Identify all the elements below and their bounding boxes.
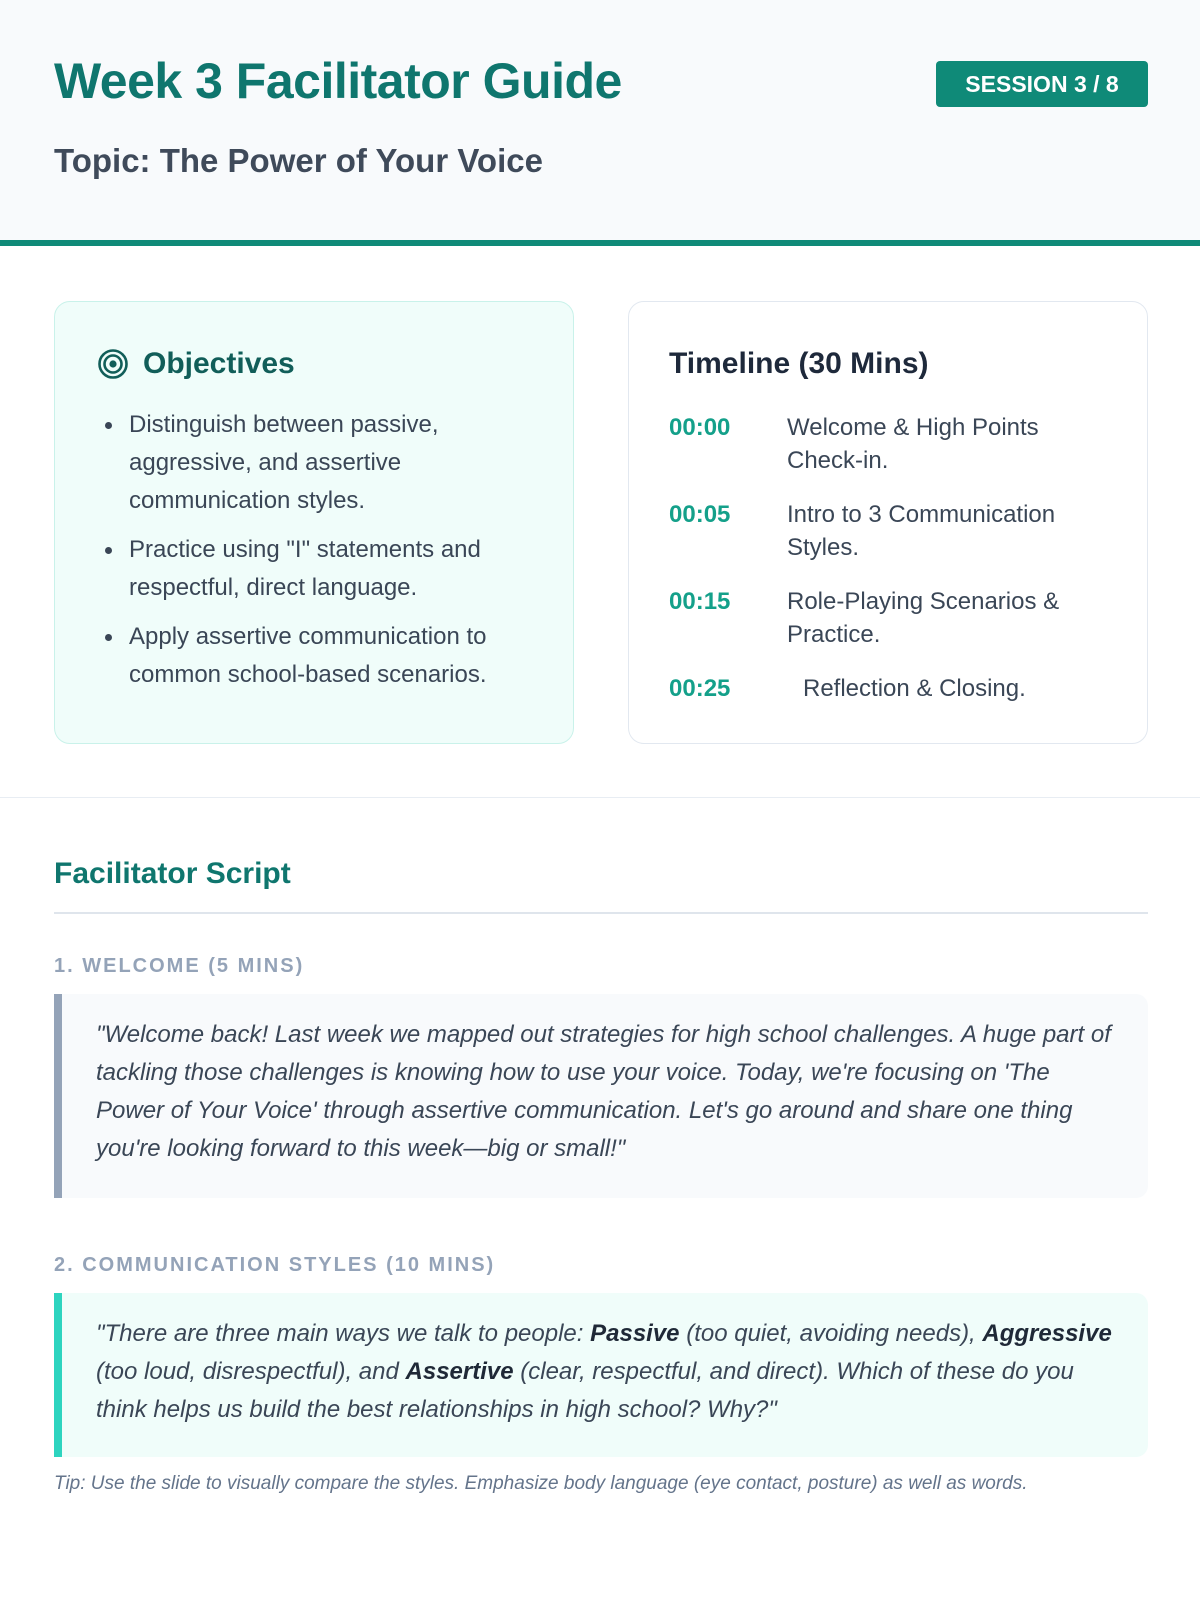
script-title: Facilitator Script <box>54 857 291 890</box>
timeline-time: 00:25 <box>669 675 731 702</box>
facilitator-tip: Tip: Use the slide to visually compare the styles. Emphasize body language (eye contact, posture) as well as words. <box>54 1473 1028 1494</box>
target-icon <box>97 348 129 380</box>
session-badge: SESSION 3 / 8 <box>936 61 1148 107</box>
page-header <box>0 0 1200 246</box>
term-aggressive: Aggressive <box>982 1320 1112 1347</box>
quote-text: "There are three main ways we talk to people: <box>96 1320 591 1347</box>
timeline-text: Welcome & High Points Check-in. <box>787 414 1039 474</box>
timeline-text: Reflection & Closing. <box>803 675 1026 702</box>
timeline-time: 00:00 <box>669 414 731 441</box>
styles-quote <box>54 1293 1148 1457</box>
welcome-quote: "Welcome back! Last week we mapped out strategies for high school challenges. A huge part of tackling those challenges is knowing how to use your voice. Today, we're focusing on 'The Power of Your Voice' through assertive communication. Let's go around and share one thing you're looking forward to this week—big or small!" <box>54 994 1148 1198</box>
timeline-card <box>628 301 1148 744</box>
section-label-welcome: 1. WELCOME (5 MINS) <box>54 955 305 977</box>
page-title: Week 3 Facilitator Guide <box>54 53 622 109</box>
objectives-list <box>129 406 549 705</box>
objective-item: Distinguish between passive, aggressive, and assertive communication styles. <box>129 406 549 520</box>
objectives-header <box>97 347 295 381</box>
timeline-row <box>669 411 1109 477</box>
objective-item: Apply assertive communication to common school-based scenarios. <box>129 618 549 694</box>
section-divider <box>0 797 1200 798</box>
section-label-styles: 2. COMMUNICATION STYLES (10 MINS) <box>54 1254 496 1276</box>
term-assertive: Assertive <box>405 1358 514 1385</box>
quote-text: (clear, respectful, and direct). Which of these do you think helps us build the best relationships in high school? Why?" <box>96 1358 1074 1423</box>
term-passive: Passive <box>590 1320 680 1347</box>
timeline-title: Timeline (30 Mins) <box>669 347 929 380</box>
objective-item: Practice using "I" statements and respectful, direct language. <box>129 531 549 607</box>
objectives-card <box>54 301 574 744</box>
timeline-time: 00:05 <box>669 501 731 528</box>
timeline-row <box>669 585 1109 651</box>
objectives-title: Objectives <box>143 347 295 380</box>
timeline-row <box>669 672 1109 705</box>
quote-text: (too loud, disrespectful), and <box>96 1358 406 1385</box>
timeline-time: 00:15 <box>669 588 731 615</box>
timeline-text: Role-Playing Scenarios & Practice. <box>787 588 1060 648</box>
quote-text: (too quiet, avoiding needs), <box>679 1320 983 1347</box>
timeline-row <box>669 498 1109 564</box>
script-title-rule <box>54 912 1148 914</box>
timeline-text: Intro to 3 Communication Styles. <box>787 501 1056 561</box>
topic-subtitle: Topic: The Power of Your Voice <box>54 142 543 179</box>
